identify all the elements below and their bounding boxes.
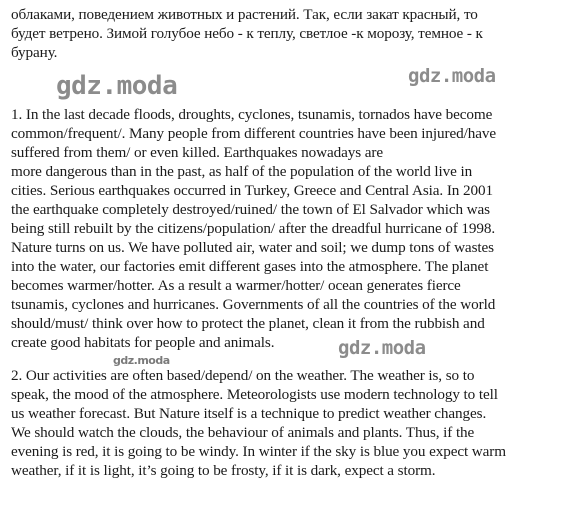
paragraph1-line: more dangerous than in the past, as half of the population of the world live in — [11, 163, 473, 180]
paragraph1-line: common/frequent/. Many people from different countries have been injured/have — [11, 125, 497, 142]
paragraph1-line: the earthquake completely destroyed/ruined/ the town of El Salvador which was — [11, 201, 490, 218]
paragraph1-line: becomes warmer/hotter. As a result a warmer/hotter/ ocean generates fierce — [11, 277, 461, 294]
paragraph2-line: weather, if it is light, it’s going to be frosty, if it is dark, expect a storm. — [11, 462, 436, 479]
paragraph2-line: We should watch the clouds, the behaviour of animals and plants. Thus, if the — [11, 424, 475, 441]
paragraph1-line: 1. In the last decade floods, droughts, cyclones, tsunamis, tornados have become — [11, 106, 493, 123]
intro-line: будет ветрено. Зимой голубое небо - к теплу, светлое -к морозу, темное - к — [11, 25, 483, 42]
paragraph1-line: Nature turns on us. We have polluted air, water and soil; we dump tons of wastes — [11, 239, 494, 256]
paragraph1-line: should/must/ think over how to protect the planet, clean it from the rubbish and — [11, 315, 485, 332]
paragraph1-line: create good habitats for people and animals. — [11, 334, 275, 351]
paragraph1-line: cities. Serious earthquakes occurred in Turkey, Greece and Central Asia. In 2001 — [11, 182, 493, 199]
paragraph2-line: us weather forecast. But Nature itself is a technique to predict weather changes. — [11, 405, 487, 422]
watermark-small: gdz.moda — [113, 354, 170, 367]
watermark-top-left: gdz.moda — [56, 71, 178, 101]
watermark-top-right: gdz.moda — [408, 65, 496, 87]
paragraph1-line: suffered from them/ or even killed. Earthquakes nowadays are — [11, 144, 384, 161]
paragraph1-line: into the water, our factories emit different gases into the atmosphere. The planet — [11, 258, 489, 275]
intro-line: бурану. — [11, 44, 58, 61]
paragraph2-line: speak, the mood of the atmosphere. Meteorologists use modern technology to tell — [11, 386, 498, 403]
paragraph1-line: being still rebuilt by the citizens/population/ after the dreadful hurricane of 1998. — [11, 220, 496, 237]
paragraph1-line: tsunamis, cyclones and hurricanes. Governments of all the countries of the world — [11, 296, 496, 313]
paragraph2-line: 2. Our activities are often based/depend/ on the weather. The weather is, so to — [11, 367, 475, 384]
watermark-mid-right: gdz.moda — [338, 337, 426, 359]
intro-line: облаками, поведением животных и растений. Так, если закат красный, то — [11, 6, 478, 23]
paragraph2-line: evening is red, it is going to be windy. In winter if the sky is blue you expect warm — [11, 443, 506, 460]
